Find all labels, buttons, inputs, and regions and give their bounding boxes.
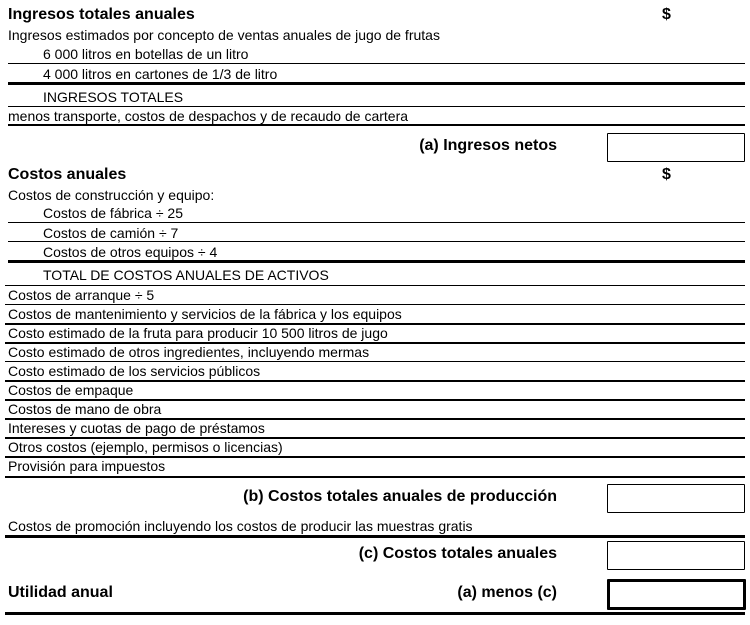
divider-thick bbox=[5, 612, 745, 615]
asset-item-factory: Costos de fábrica ÷ 25 bbox=[43, 205, 183, 221]
cost-item-ingredients: Costo estimado de otros ingredientes, incluyendo mermas bbox=[8, 344, 370, 360]
income-currency-label: $ bbox=[662, 6, 671, 23]
divider-thick bbox=[5, 476, 745, 478]
cost-item-maintenance: Costos de mantenimiento y servicios de la fábrica y los equipos bbox=[8, 306, 402, 322]
construction-costs-label: Costos de construcción y equipo: bbox=[8, 187, 215, 203]
income-item-cartons: 4 000 litros en cartones de 1/3 de litro bbox=[43, 66, 278, 82]
production-total-field[interactable] bbox=[607, 484, 745, 513]
income-title: Ingresos totales anuales bbox=[8, 6, 195, 23]
promotion-costs-label: Costos de promoción incluyendo los costos de producir las muestras gratis bbox=[8, 518, 473, 534]
annual-profit-field[interactable] bbox=[607, 579, 746, 610]
cost-item-other: Otros costos (ejemplo, permisos o licencias) bbox=[8, 439, 283, 455]
divider bbox=[8, 241, 745, 242]
asset-item-other-equipment: Costos de otros equipos ÷ 4 bbox=[43, 244, 218, 260]
costs-currency-label: $ bbox=[662, 166, 671, 183]
annual-total-label: (c) Costos totales anuales bbox=[358, 545, 557, 562]
cost-item-packaging: Costos de empaque bbox=[8, 382, 134, 398]
cost-item-taxes: Provisión para impuestos bbox=[8, 458, 166, 474]
profit-title: Utilidad anual bbox=[8, 584, 113, 601]
divider bbox=[8, 63, 745, 64]
net-income-label: (a) Ingresos netos bbox=[419, 137, 557, 154]
divider-thick bbox=[8, 124, 745, 126]
income-total-label: INGRESOS TOTALES bbox=[43, 89, 184, 105]
cost-item-utilities: Costo estimado de los servicios públicos bbox=[8, 363, 261, 379]
divider bbox=[8, 106, 745, 107]
divider-thick bbox=[8, 260, 745, 263]
net-income-field[interactable] bbox=[607, 133, 745, 162]
income-intro: Ingresos estimados por concepto de ventas anuales de jugo de frutas bbox=[8, 27, 440, 43]
cost-item-fruit: Costo estimado de la fruta para producir 10 500 litros de jugo bbox=[8, 325, 388, 341]
profit-formula-label: (a) menos (c) bbox=[457, 584, 557, 601]
divider bbox=[5, 285, 745, 286]
asset-total-label: TOTAL DE COSTOS ANUALES DE ACTIVOS bbox=[43, 267, 329, 283]
production-total-label: (b) Costos totales anuales de producción bbox=[243, 488, 557, 505]
costs-title: Costos anuales bbox=[8, 166, 127, 183]
asset-item-truck: Costos de camión ÷ 7 bbox=[43, 225, 179, 241]
divider bbox=[5, 304, 745, 305]
divider-thick bbox=[5, 535, 745, 538]
income-item-bottles: 6 000 litros en botellas de un litro bbox=[43, 46, 249, 62]
cost-item-labor: Costos de mano de obra bbox=[8, 401, 162, 417]
annual-total-field[interactable] bbox=[607, 541, 745, 570]
divider bbox=[5, 361, 745, 362]
divider-thick bbox=[8, 82, 745, 85]
cost-item-startup: Costos de arranque ÷ 5 bbox=[8, 287, 155, 303]
divider bbox=[8, 222, 745, 223]
cost-item-loans: Intereses y cuotas de pago de préstamos bbox=[8, 420, 265, 436]
income-deductions-label: menos transporte, costos de despachos y de recaudo de cartera bbox=[8, 108, 409, 124]
